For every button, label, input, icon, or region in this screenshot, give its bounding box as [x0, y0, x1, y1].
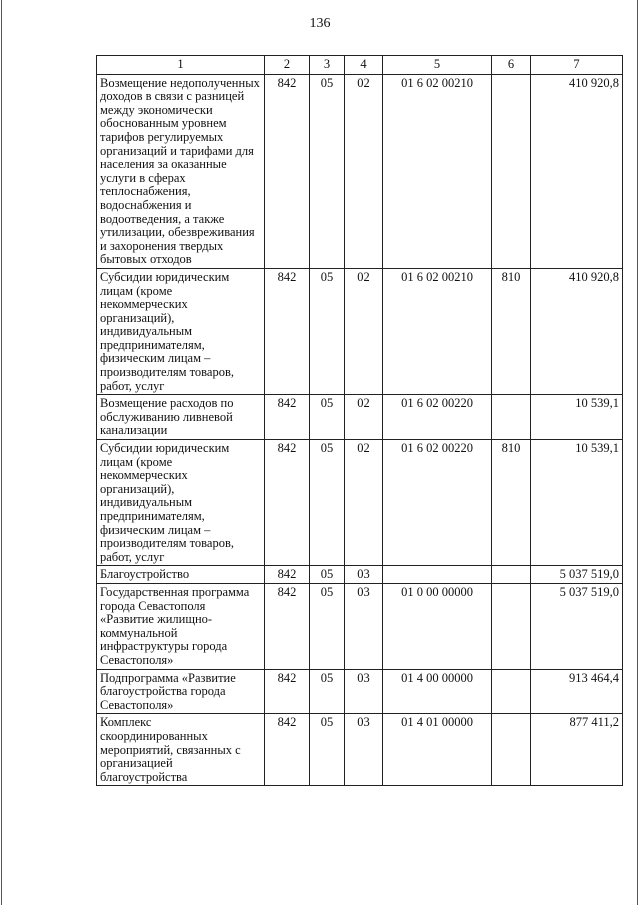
table-header [97, 56, 623, 75]
cell-csr: 01 6 02 00220 [383, 395, 492, 440]
cell-grbs: 842 [265, 74, 310, 268]
cell-amount: 10 539,1 [531, 395, 623, 440]
table-row [97, 395, 623, 440]
cell-pr: 02 [345, 395, 383, 440]
table-row [97, 583, 623, 669]
cell-pr: 02 [345, 440, 383, 566]
page-frame-left [1, 0, 2, 905]
cell-csr: 01 6 02 00210 [383, 74, 492, 268]
page-number: 136 [309, 16, 331, 31]
header-col-7: 7 [531, 56, 623, 75]
header-col-1: 1 [97, 56, 265, 75]
cell-pr: 03 [345, 566, 383, 584]
page-frame-right [637, 0, 638, 905]
cell-rz: 05 [310, 583, 345, 669]
cell-pr: 02 [345, 74, 383, 268]
cell-amount: 877 411,2 [531, 714, 623, 786]
cell-amount: 410 920,8 [531, 74, 623, 268]
header-row [97, 56, 623, 75]
cell-rz: 05 [310, 566, 345, 584]
cell-rz: 05 [310, 714, 345, 786]
cell-grbs: 842 [265, 669, 310, 714]
cell-rz: 05 [310, 74, 345, 268]
table-row [97, 440, 623, 566]
cell-grbs: 842 [265, 395, 310, 440]
cell-rz: 05 [310, 440, 345, 566]
cell-grbs: 842 [265, 566, 310, 584]
header-col-6: 6 [492, 56, 531, 75]
table-row [97, 669, 623, 714]
cell-vr: 810 [492, 268, 531, 394]
cell-name: Возмещение расходов по обслуживанию ливневой канализации [97, 395, 265, 440]
cell-pr: 03 [345, 583, 383, 669]
cell-amount: 913 464,4 [531, 669, 623, 714]
cell-amount: 410 920,8 [531, 268, 623, 394]
cell-vr [492, 395, 531, 440]
cell-name: Государственная программа города Севастополя «Развитие жилищно-коммунальной инфраструктуры города Севастополя» [97, 583, 265, 669]
table-row [97, 74, 623, 268]
cell-rz: 05 [310, 268, 345, 394]
cell-csr: 01 6 02 00210 [383, 268, 492, 394]
cell-csr: 01 6 02 00220 [383, 440, 492, 566]
cell-amount: 5 037 519,0 [531, 566, 623, 584]
cell-pr: 03 [345, 669, 383, 714]
cell-grbs: 842 [265, 714, 310, 786]
cell-csr [383, 566, 492, 584]
cell-csr: 01 0 00 00000 [383, 583, 492, 669]
cell-pr: 02 [345, 268, 383, 394]
table-row [97, 268, 623, 394]
table-row [97, 566, 623, 584]
cell-vr [492, 566, 531, 584]
cell-name: Субсидии юридическим лицам (кроме некоммерческих организаций), индивидуальным предпринимателям, физическим лицам – производителям товаров, работ, услуг [97, 268, 265, 394]
header-col-3: 3 [310, 56, 345, 75]
header-col-2: 2 [265, 56, 310, 75]
cell-rz: 05 [310, 669, 345, 714]
cell-name: Благоустройство [97, 566, 265, 584]
cell-name: Возмещение недополученных доходов в связи с разницей между экономически обоснованным уровнем тарифов регулируемых организаций и тарифами для населения за оказанные услуги в сферах теплоснабжения, водоснабжения и водоотведения, а также утилизации, обезвреживания и захоронения твердых бытовых отходов [97, 74, 265, 268]
budget-table [96, 55, 623, 786]
cell-grbs: 842 [265, 583, 310, 669]
cell-vr [492, 669, 531, 714]
cell-name: Подпрограмма «Развитие благоустройства города Севастополя» [97, 669, 265, 714]
cell-rz: 05 [310, 395, 345, 440]
cell-amount: 5 037 519,0 [531, 583, 623, 669]
cell-grbs: 842 [265, 440, 310, 566]
cell-vr [492, 714, 531, 786]
cell-name: Комплекс скоординированных мероприятий, связанных с организацией благоустройства [97, 714, 265, 786]
cell-csr: 01 4 01 00000 [383, 714, 492, 786]
header-col-4: 4 [345, 56, 383, 75]
header-col-5: 5 [383, 56, 492, 75]
table-row [97, 714, 623, 786]
cell-grbs: 842 [265, 268, 310, 394]
cell-vr [492, 583, 531, 669]
cell-name: Субсидии юридическим лицам (кроме некоммерческих организаций), индивидуальным предпринимателям, физическим лицам – производителям товаров, работ, услуг [97, 440, 265, 566]
cell-csr: 01 4 00 00000 [383, 669, 492, 714]
cell-amount: 10 539,1 [531, 440, 623, 566]
cell-vr [492, 74, 531, 268]
cell-vr: 810 [492, 440, 531, 566]
cell-pr: 03 [345, 714, 383, 786]
table-body [97, 74, 623, 786]
